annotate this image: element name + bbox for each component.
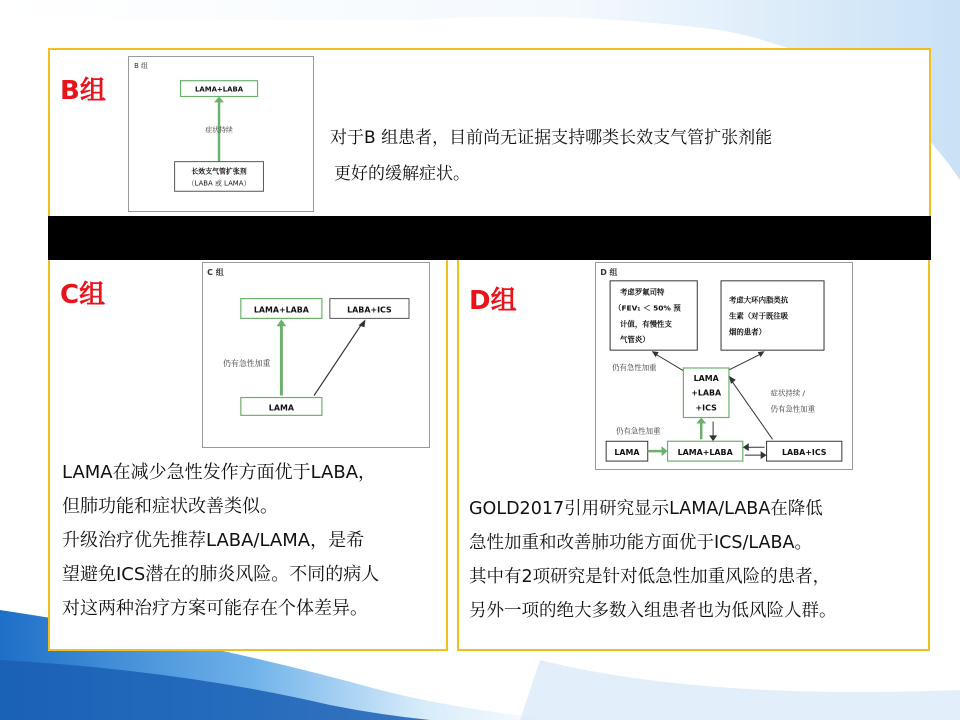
- group-d-text-line: GOLD2017引用研究显示LAMA/LABA在降低: [469, 499, 823, 519]
- box-long-acting-line2: （LABA 或 LAMA）: [187, 179, 251, 188]
- exacerbation-label-top: 仍有急性加重: [612, 362, 657, 372]
- group-d-text-line: 急性加重和改善肺功能方面优于ICS/LABA。: [469, 533, 812, 553]
- group-b-title: B组: [60, 76, 106, 106]
- group-c-figure-label: C 组: [207, 267, 224, 277]
- box-roflumilast-line: 计值，有慢性支: [620, 319, 672, 329]
- arrow-to-roflumilast: [656, 354, 686, 372]
- box-macrolide-line: 生素（对于既往吸: [728, 311, 789, 321]
- group-c-text-line: 望避免ICS潜在的肺炎风险。不同的病人: [62, 564, 380, 585]
- box-lama-label: LAMA: [268, 403, 294, 413]
- black-divider-bar: [48, 216, 931, 260]
- symptoms-label-line: 仍有急性加重: [770, 404, 815, 414]
- box-triple-line: +LABA: [691, 388, 722, 398]
- group-b-text-line: 对于B 组患者，目前尚无证据支持哪类长效支气管扩张剂能: [330, 128, 773, 148]
- box-laba-ics-label: LABA+ICS: [347, 305, 392, 315]
- group-c-text-line: LAMA在减少急性发作方面优于LABA，: [62, 462, 377, 483]
- arrow-exacerbation-label: 仍有急性加重: [223, 358, 271, 368]
- group-d-text-line: 其中有2项研究是针对低急性加重风险的患者，: [469, 567, 831, 587]
- panel-group-b: [48, 48, 931, 236]
- arrow-up-head: [214, 96, 224, 102]
- group-b-figure-label: B 组: [134, 61, 148, 70]
- arrow-combo-to-laba-ics-head: [761, 451, 767, 459]
- arrow-symptoms-label: 症状持续: [205, 126, 233, 135]
- arrow-to-roflumilast-head: [652, 351, 659, 357]
- arrow-laba-ics-to-triple-head: [729, 376, 736, 384]
- arrow-laba-ics-to-combo-head: [743, 443, 749, 451]
- box-lama-laba-label: LAMA+LABA: [677, 448, 733, 458]
- arrow-down-from-triple-head: [709, 435, 717, 441]
- arrow-lama-to-combo-head: [662, 446, 668, 456]
- group-d-title: D组: [469, 286, 517, 316]
- group-c-description: [62, 456, 379, 626]
- arrow-up-head: [276, 319, 286, 326]
- box-macrolide-line: 烟的患者）: [728, 327, 766, 337]
- group-c-flowchart: [203, 263, 429, 447]
- arrow-laba-ics-to-triple: [731, 380, 773, 439]
- group-d-flowchart: [596, 263, 852, 469]
- group-c-text-line: 但肺功能和症状改善类似。: [62, 496, 278, 517]
- group-d-description: [469, 492, 837, 628]
- box-laba-ics-label: LABA+ICS: [781, 448, 827, 458]
- box-roflumilast-line: （FEV₁ ＜ 50% 预: [614, 303, 681, 313]
- group-b-text-line: 更好的缓解症状。: [334, 164, 470, 184]
- arrow-diagonal: [314, 324, 361, 395]
- box-triple-line: LAMA: [693, 373, 719, 383]
- box-macrolide-line: 考虑大环内脂类抗: [728, 295, 789, 305]
- box-triple-line: +ICS: [695, 403, 717, 413]
- box-lama-laba-label: LAMA+LABA: [194, 85, 244, 94]
- group-b-flowchart: [129, 57, 313, 211]
- arrow-to-macrolide-head: [758, 351, 765, 357]
- box-roflumilast-line: 考虑罗氟司特: [620, 287, 665, 297]
- group-b-description: [330, 120, 772, 192]
- group-d-text-line: 另外一项的绝大多数入组患者也为低风险人群。: [469, 601, 837, 621]
- box-lama-laba-label: LAMA+LABA: [253, 305, 309, 315]
- arrow-to-macrolide: [725, 354, 761, 372]
- symptoms-label-line: 症状持续 /: [770, 388, 806, 398]
- panel-group-d: [457, 258, 930, 651]
- exacerbation-label-bottom: 仍有急性加重: [616, 426, 661, 436]
- box-lama-label: LAMA: [614, 448, 640, 458]
- arrow-diagonal-head: [359, 319, 366, 327]
- panel-group-c: [48, 258, 448, 651]
- group-c-text-line: 对这两种治疗方案可能存在个体差异。: [62, 598, 368, 619]
- group-b-figure: [128, 56, 314, 212]
- box-roflumilast-line: 气管炎）: [620, 335, 650, 345]
- group-c-title: C组: [60, 280, 106, 310]
- group-c-text-line: 升级治疗优先推荐LABA/LAMA，是希: [62, 530, 365, 551]
- box-long-acting-line1: 长效支气管扩张剂: [191, 167, 247, 176]
- group-c-figure: [202, 262, 430, 448]
- group-d-figure: [595, 262, 853, 470]
- arrow-up-to-triple-head: [696, 418, 706, 424]
- group-d-figure-label: D 组: [600, 267, 618, 277]
